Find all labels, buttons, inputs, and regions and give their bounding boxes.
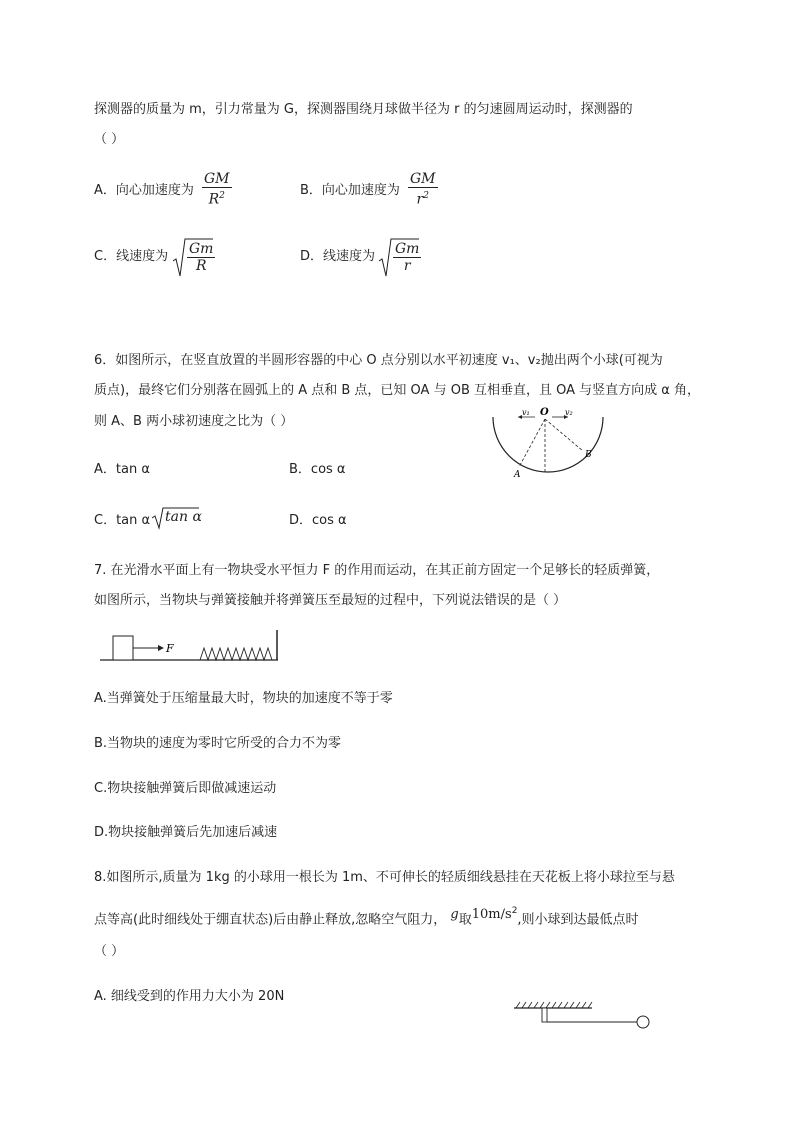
q5-option-b-denominator: r [416, 191, 424, 208]
hanger [542, 1008, 547, 1022]
q7-option-a: A.当弹簧处于压缩量最大时，物块的加速度不等于零 [94, 691, 393, 706]
label-v2: v₂ [565, 408, 573, 417]
q5-option-d-label: D．线速度为 [300, 249, 376, 264]
ob-line [545, 419, 583, 451]
ball [637, 1016, 649, 1028]
q7-option-c: C.物块接触弹簧后即做减速运动 [94, 781, 277, 796]
q5-option-c-numerator: Gm [189, 241, 214, 257]
q6-semicircle-figure [490, 405, 610, 480]
q8-line3: （ ） [94, 944, 125, 959]
semicircle-arc [493, 417, 603, 472]
label-v1: v₁ [522, 408, 530, 417]
q5-stem-line2: （ ） [94, 132, 125, 147]
q8-line2-text-c: ,则小球到达最低点时 [517, 912, 639, 928]
q7-option-b: B.当物块的速度为零时它所受的合力不为零 [94, 736, 342, 751]
q6-line3: 则 A、B 两小球初速度之比为（ ） [94, 414, 294, 429]
q8-pendulum-figure [510, 998, 660, 1033]
label-o: O [540, 407, 549, 418]
q5-option-a-denominator: R [208, 191, 220, 208]
q7-line1: 7. 在光滑水平面上有一物块受水平恒力 F 的作用而运动，在其正前方固定一个足够长的轻质弹簧， [94, 563, 660, 578]
oa-line [519, 419, 545, 467]
label-f: F [166, 642, 174, 655]
q8-g-value: 10m/s [471, 907, 512, 923]
q8-g-symbol: g [450, 907, 459, 923]
q5-option-c-denominator: R [195, 258, 207, 274]
q5-option-d-numerator: Gm [395, 241, 420, 257]
q5-option-a-numerator: GM [204, 171, 230, 187]
block [113, 636, 133, 660]
q7-line2: 如图所示，当物块与弹簧接触并将弹簧压至最短的过程中，下列说法错误的是（ ） [94, 593, 567, 608]
q6-option-b: B．cos α [289, 462, 346, 477]
q5-option-b-fraction [408, 171, 438, 208]
q5-option-a-label: A．向心加速度为 [94, 183, 194, 198]
label-b: B [585, 450, 592, 460]
q5-stem-line1: 探测器的质量为 m，引力常量为 G，探测器围绕月球做半径为 r 的匀速圆周运动时，探测器的 [94, 102, 633, 117]
q5-option-d-denominator: r [403, 258, 411, 274]
q7-spring-figure [100, 628, 285, 663]
q6-option-c [94, 512, 150, 530]
q5-exponent-b: 2 [423, 191, 429, 201]
q6-option-d: D．cos α [289, 513, 347, 528]
label-a: A [514, 470, 521, 480]
q6-option-c-radicand: tan α [165, 509, 202, 525]
q8-option-a: A. 细线受到的作用力大小为 20N [94, 989, 285, 1004]
q6-option-a: A．tan α [94, 462, 150, 477]
arrow-head-icon [158, 645, 164, 651]
q8-g-exponent: 2 [511, 906, 518, 916]
q5-option-b-numerator: GM [410, 171, 436, 187]
q6-option-c-prefix: C．tan α [94, 513, 151, 528]
q8-line2 [94, 907, 639, 929]
q8-line2-text-b: 取 [458, 912, 472, 928]
q8-line2-text-a: 点等高(此时细线处于绷直状态)后由静止释放,忽略空气阻力， [94, 912, 447, 928]
ceiling-hatch [516, 1002, 592, 1008]
q5-exponent-a: 2 [219, 191, 225, 201]
q6-line2: 质点)，最终它们分别落在圆弧上的 A 点和 B 点，已知 OA 与 OB 互相垂直，且 OA 与竖直方向成 α 角， [94, 383, 700, 398]
q5-option-c-label: C．线速度为 [94, 249, 169, 264]
q5-option-b-label: B．向心加速度为 [300, 183, 400, 198]
q7-option-d: D.物块接触弹簧后先加速后减速 [94, 825, 278, 840]
q5-option-a-fraction [202, 171, 232, 208]
spring [200, 648, 272, 660]
q8-line1: 8.如图所示,质量为 1kg 的小球用一根长为 1m、不可伸长的轻质细线悬挂在天花板上将小球拉至与悬 [94, 870, 675, 885]
q6-line1: 6．如图所示，在竖直放置的半圆形容器的中心 O 点分别以水平初速度 v₁、v₂抛出两个小球(可视为 [94, 353, 663, 368]
